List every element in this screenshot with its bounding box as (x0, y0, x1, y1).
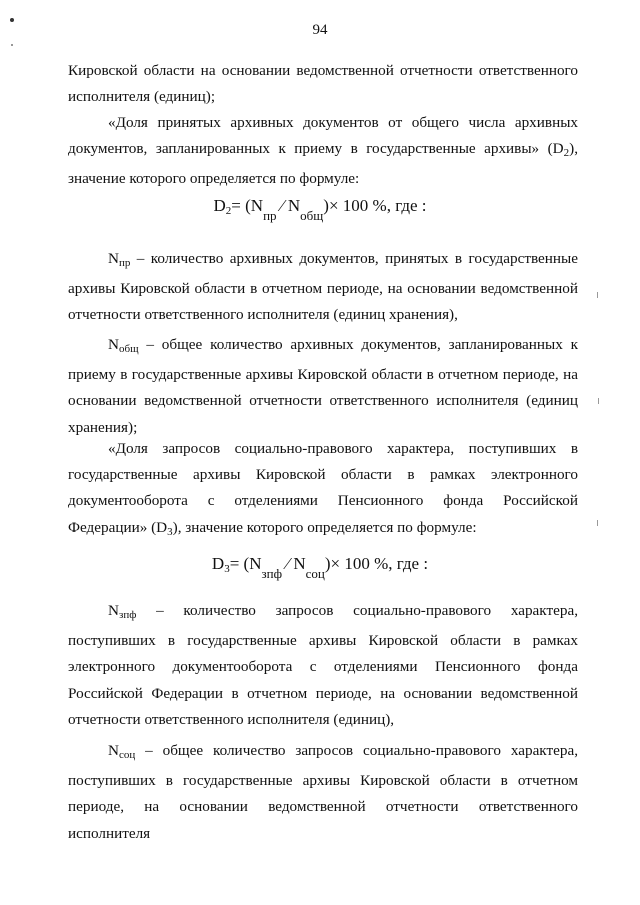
scan-artifact-mark (598, 398, 599, 404)
paragraph-continuation: Кировской области на основании ведомственной отчетности ответственного исполнителя (единиц); (68, 62, 578, 106)
scan-artifact-mark (597, 520, 598, 526)
definition-n-pr: $N_{пр}$ – количество архивных документов, принятых в государственные архивы Кировской области в отчетном периоде, на основании ведомственной отчетности ответственного исполнителя (единиц хранения), (68, 250, 578, 324)
definition-n-obshch: $N_{общ}$ – общее количество архивных документов, запланированных к приему в государственные архивы Кировской области в отчетном периоде, на основании ведомственной отчетности ответственного исполнителя (единиц хранения); (68, 336, 578, 436)
paragraph-indicator-d2: «Доля принятых архивных документов от общего числа архивных документов, запланированных к приему в государственные архивы» $(D_2)$, значение которого определяется по формуле: (68, 114, 578, 188)
formula-d2: $D_2= (N_{пр}$ ⁄ $N_{общ})\times 100$ %, где : (213, 196, 427, 223)
scan-artifact-mark (597, 292, 598, 298)
definition-n-sots: $N_{соц}$ – общее количество запросов социально-правового характера, поступивших в государственные архивы Кировской области в отчетном периоде, на основании ведомственной отчетности ответственного исполнителя (68, 742, 578, 842)
definition-n-zpf: $N_{зпф}$ – количество запросов социально-правового характера, поступивших в государственные архивы Кировской области в рамках электронного документооборота с отделениями Пенсионного фонда Российской Федерации в отчетном периоде, на основании ведомственной отчетности ответственного исполнителя (единиц), (68, 602, 578, 728)
paragraph-indicator-d3: «Доля запросов социально-правового характера, поступивших в государственные архивы Кировской области в рамках электронного документооборота с отделениями Пенсионного фонда Российской Федерации» $(D_3)$, значение которого определяется по формуле: (68, 440, 578, 538)
scan-artifact-dot (11, 44, 13, 46)
page-number: 94 (312, 22, 328, 38)
formula-d3: $D_3= (N_{зпф}$ ⁄ $N_{соц})\times 100$ %, где : (211, 554, 429, 581)
